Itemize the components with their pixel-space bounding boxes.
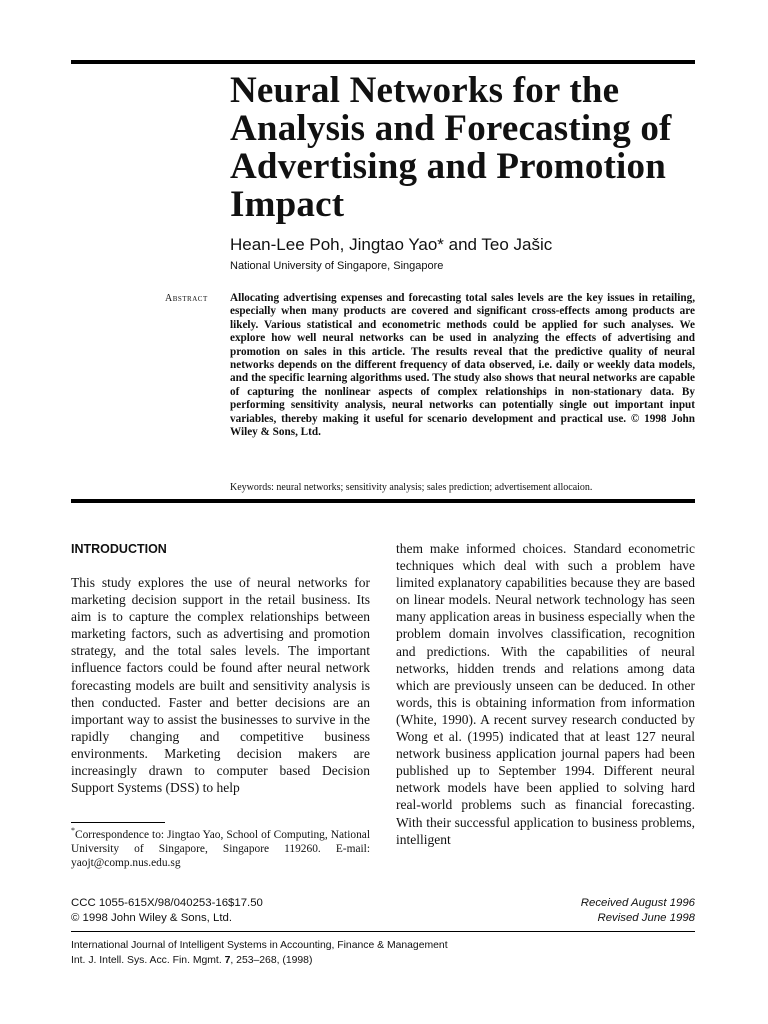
revised-date: Revised June 1998 <box>597 912 695 924</box>
copyright: © 1998 John Wiley & Sons, Ltd. <box>71 912 232 924</box>
author-list: Hean-Lee Poh, Jingtao Yao* and Teo Jašic <box>230 235 553 254</box>
top-rule <box>71 60 695 64</box>
paper-title: Neural Networks for the Analysis and Forecasting of Advertising and Promotion Impact <box>230 70 672 225</box>
journal-footer <box>71 938 448 968</box>
footnote-marker: * <box>71 826 75 836</box>
footnote-rule <box>71 822 165 823</box>
ccc-code: CCC 1055-615X/98/040253-16$17.50 <box>71 897 263 909</box>
column-left <box>71 540 370 796</box>
journal-citation: Int. J. Intell. Sys. Acc. Fin. Mgmt. 7, 253–268, (1998) <box>71 955 313 966</box>
abstract-label: Abstract <box>165 293 208 304</box>
correspondence-footnote <box>71 826 370 870</box>
section-heading: INTRODUCTION <box>71 542 167 556</box>
journal-name: International Journal of Intelligent Systems in Accounting, Finance & Management <box>71 940 448 951</box>
abstract-bottom-rule <box>71 499 695 503</box>
journal-rule <box>71 931 695 932</box>
intro-paragraph-left: This study explores the use of neural networks for marketing decision support in the retail business. Its aim is to capture the complex relationships between marketing factors, such as advertising and promotion strategy, and the total sales levels. The important influence factors could be found after neural network forecasting models are built and sensitivity analysis is then conducted. Faster and better decisions are an important way to assist the businesses to survive in the rapidly changing and competitive business environments. Marketing decision makers are increasingly drawn to computer based Decision Support Systems (DSS) to help <box>71 575 370 796</box>
affiliation: National University of Singapore, Singapore <box>230 260 444 272</box>
dates <box>581 896 695 926</box>
column-right <box>396 540 695 848</box>
received-date: Received August 1996 <box>580 897 695 909</box>
keywords: Keywords: neural networks; sensitivity analysis; sales prediction; advertisement allocaion. <box>230 482 593 493</box>
journal-volume: 7 <box>224 955 231 966</box>
abstract-text: Allocating advertising expenses and forecasting total sales levels are the key issues in retailing, especially when many products are covered and significant cross-effects among products are likely. Various statistical and econometric methods could be applied for such analyses. We explore how well neural networks can be used in analyzing the effects of advertising and promotion on sales in this article. The results reveal that the predictive quality of neural networks depends on the different frequency of data observed, i.e. daily or weekly data models, and the specific learning algorithms used. The study also shows that neural networks are capable of capturing the nonlinear aspects of complex relationships in non-stationary data. By performing sensitivity analysis, neural networks can potentially single out important input variables, thereby making it useful for scenario development and practical use. © 1998 John Wiley & Sons, Ltd. <box>230 292 695 439</box>
footnote-text: Correspondence to: Jingtao Yao, School of Computing, National University of Singapore, Singapore 119260. E-mail: yaojt@comp.nus.edu.sg <box>71 829 370 869</box>
intro-paragraph-right: them make informed choices. Standard econometric techniques which deal with such a problem have limited explanatory capabilities because they are based on linear models. Neural network technology has seen many application areas in business especially when the problem domain involves classification, recognition and predictions. With the capabilities of neural networks, hidden trends and relations among data which are previously unseen can be deduced. In other words, this is obtaining information from information (White, 1990). A recent survey research conducted by Wong et al. (1995) indicated that at least 127 neural network business application journal papers had been published up to September 1994. Different neural network models have been applied to solving hard real-world problems such as financial forecasting. With their successful application to business problems, intelligent <box>396 541 695 847</box>
publication-meta <box>71 896 263 926</box>
